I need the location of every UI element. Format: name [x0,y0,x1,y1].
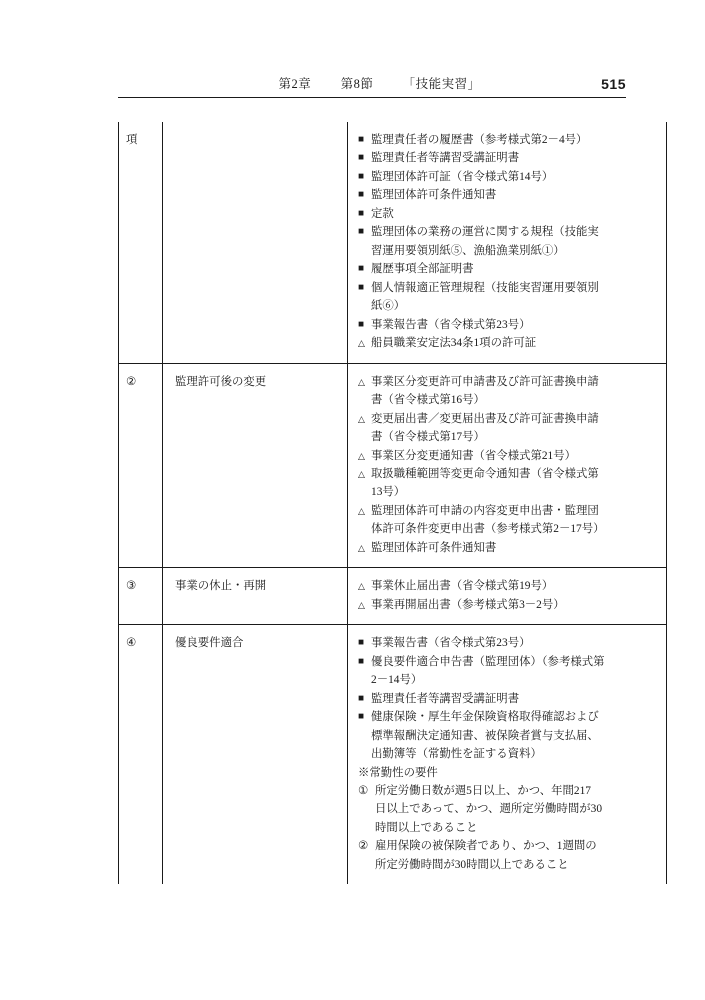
running-head-chapter: 第2章 [278,77,312,91]
row-number-cell: ③ [119,568,163,625]
triangle-marker-icon: △ [358,413,365,424]
triangle-marker-icon: △ [358,376,365,387]
document-line: 事業区分変更通知書（省令様式第21号） [371,449,577,462]
document-line: 事業報告書（省令様式第23号） [371,318,531,331]
document-line: 履歴事項全部証明書 [371,263,474,276]
document-line: 船員職業安定法34条1項の許可証 [371,337,537,350]
square-marker-icon: ■ [358,637,365,649]
row-title-cell: 監理許可後の変更 [163,363,348,568]
row-documents-cell [348,122,667,363]
document-item [358,373,658,410]
document-line: 書（省令様式第17号） [371,431,485,444]
document-line: 雇用保険の被保険者であり、かつ、1週間の [375,840,597,853]
row-number-cell: 項 [119,122,163,363]
document-item [358,596,658,614]
document-line: 変更届出書／変更届出書及び許可証書換申請 [371,412,599,425]
table-body [119,122,667,884]
document-item [358,410,658,447]
requirements-table [118,122,667,884]
document-item [358,465,658,502]
triangle-marker-icon: △ [358,599,365,610]
document-line: 監理団体の業務の運営に関する規程（技能実 [371,226,599,239]
document-line: 紙⑥） [371,300,406,313]
table-row [119,122,667,363]
document-item [358,708,658,763]
document-item [358,502,658,539]
document-line: 出勤簿等（常勤性を証する資料） [371,748,542,761]
document-line: 監理団体許可条件通知書 [371,189,497,202]
square-marker-icon: ■ [358,692,365,704]
document-line: 事業報告書（省令様式第23号） [371,637,531,650]
document-line: 監理責任者等講習受講証明書 [371,152,520,165]
document-line: 監理責任者等講習受講証明書 [371,692,520,705]
row-documents-cell [348,625,667,885]
table-row [119,568,667,625]
square-marker-icon: ■ [358,152,365,164]
square-marker-icon: ■ [358,226,365,238]
running-head-title [118,74,601,92]
item-number: ① [358,785,369,797]
square-marker-icon: ■ [358,655,365,667]
table-row [119,363,667,568]
document-item [358,316,658,334]
document-line: 監理団体許可条件通知書 [371,541,497,554]
document-line: 時間以上であること [375,821,478,834]
document-item [358,690,658,708]
square-marker-icon: ■ [358,711,365,723]
table-row [119,625,667,885]
row-title-cell: 事業の休止・再開 [163,568,348,625]
triangle-marker-icon: △ [358,338,365,349]
square-marker-icon: ■ [358,134,365,145]
page-number: 515 [601,76,626,92]
triangle-marker-icon: △ [358,505,365,516]
row-number-cell: ④ [119,625,163,885]
document-line: 体許可条件変更申出書（参考様式第2－17号） [371,523,605,536]
row-documents-cell [348,568,667,625]
document-line: 標準報酬決定通知書、被保険者賞与支払届、 [371,729,599,742]
running-head [118,62,626,92]
triangle-marker-icon: △ [358,468,365,479]
square-marker-icon: ■ [358,263,365,275]
document-line: 事業区分変更許可申請書及び許可証書換申請 [371,375,599,388]
document-line: 所定労働時間が30時間以上であること [375,858,569,871]
documents-table [118,122,626,884]
running-head-section: 第8節 [340,77,374,91]
document-item [358,334,658,352]
row-title-cell: 優良要件適合 [163,625,348,885]
document-item [358,577,658,595]
square-marker-icon: ■ [358,318,365,330]
running-head-topic: 「技能実習」 [402,77,481,91]
note-text [358,764,658,782]
triangle-marker-icon: △ [358,450,365,461]
document-line: 習運用要領別紙⑤、漁船漁業別紙①） [371,244,565,257]
document-line: 2－14号） [371,674,423,687]
document-item [358,447,658,465]
document-item [358,168,658,186]
document-item [358,260,658,278]
triangle-marker-icon: △ [358,581,365,592]
document-line: 個人情報適正管理規程（技能実習運用要領別 [371,281,599,294]
document-line: 健康保険・厚生年金保険資格取得確認および [371,711,599,724]
document-item [358,149,658,167]
document-line: 監理責任者の履歴書（参考様式第2－4号） [371,134,588,146]
item-number: ② [358,840,369,853]
document-line: 監理団体許可申請の内容変更申出書・監理団 [371,504,599,517]
row-documents-cell [348,363,667,568]
row-title-cell [163,122,348,363]
document-line: ※常勤性の要件 [358,766,438,779]
document-line: 取扱職種範囲等変更命令通知書（省令様式第 [371,467,599,480]
square-marker-icon: ■ [358,189,365,201]
document-line: 所定労働日数が週5日以上、かつ、年間217 [375,785,591,797]
numbered-item [358,782,658,837]
document-line: 監理団体許可証（省令様式第14号） [371,170,554,183]
square-marker-icon: ■ [358,207,365,219]
document-line: 優良要件適合申告書（監理団体）（参考様式第 [371,655,605,668]
document-line: 13号） [371,486,406,499]
document-item [358,634,658,652]
document-item [358,653,658,690]
document-item [358,131,658,149]
document-line: 書（省令様式第16号） [371,394,485,407]
header-rule [118,97,626,98]
document-line: 事業休止届出書（省令様式第19号） [371,580,554,593]
document-line: 事業再開届出書（参考様式第3－2号） [371,598,565,611]
square-marker-icon: ■ [358,281,365,293]
square-marker-icon: ■ [358,170,365,182]
document-line: 日以上であって、かつ、週所定労働時間が30 [375,803,603,816]
document-item [358,186,658,204]
document-line: 定款 [371,207,394,220]
document-item [358,279,658,316]
document-item [358,223,658,260]
triangle-marker-icon: △ [358,542,365,553]
document-item [358,205,658,223]
row-number-cell: ② [119,363,163,568]
document-item [358,539,658,557]
numbered-item [358,837,658,874]
